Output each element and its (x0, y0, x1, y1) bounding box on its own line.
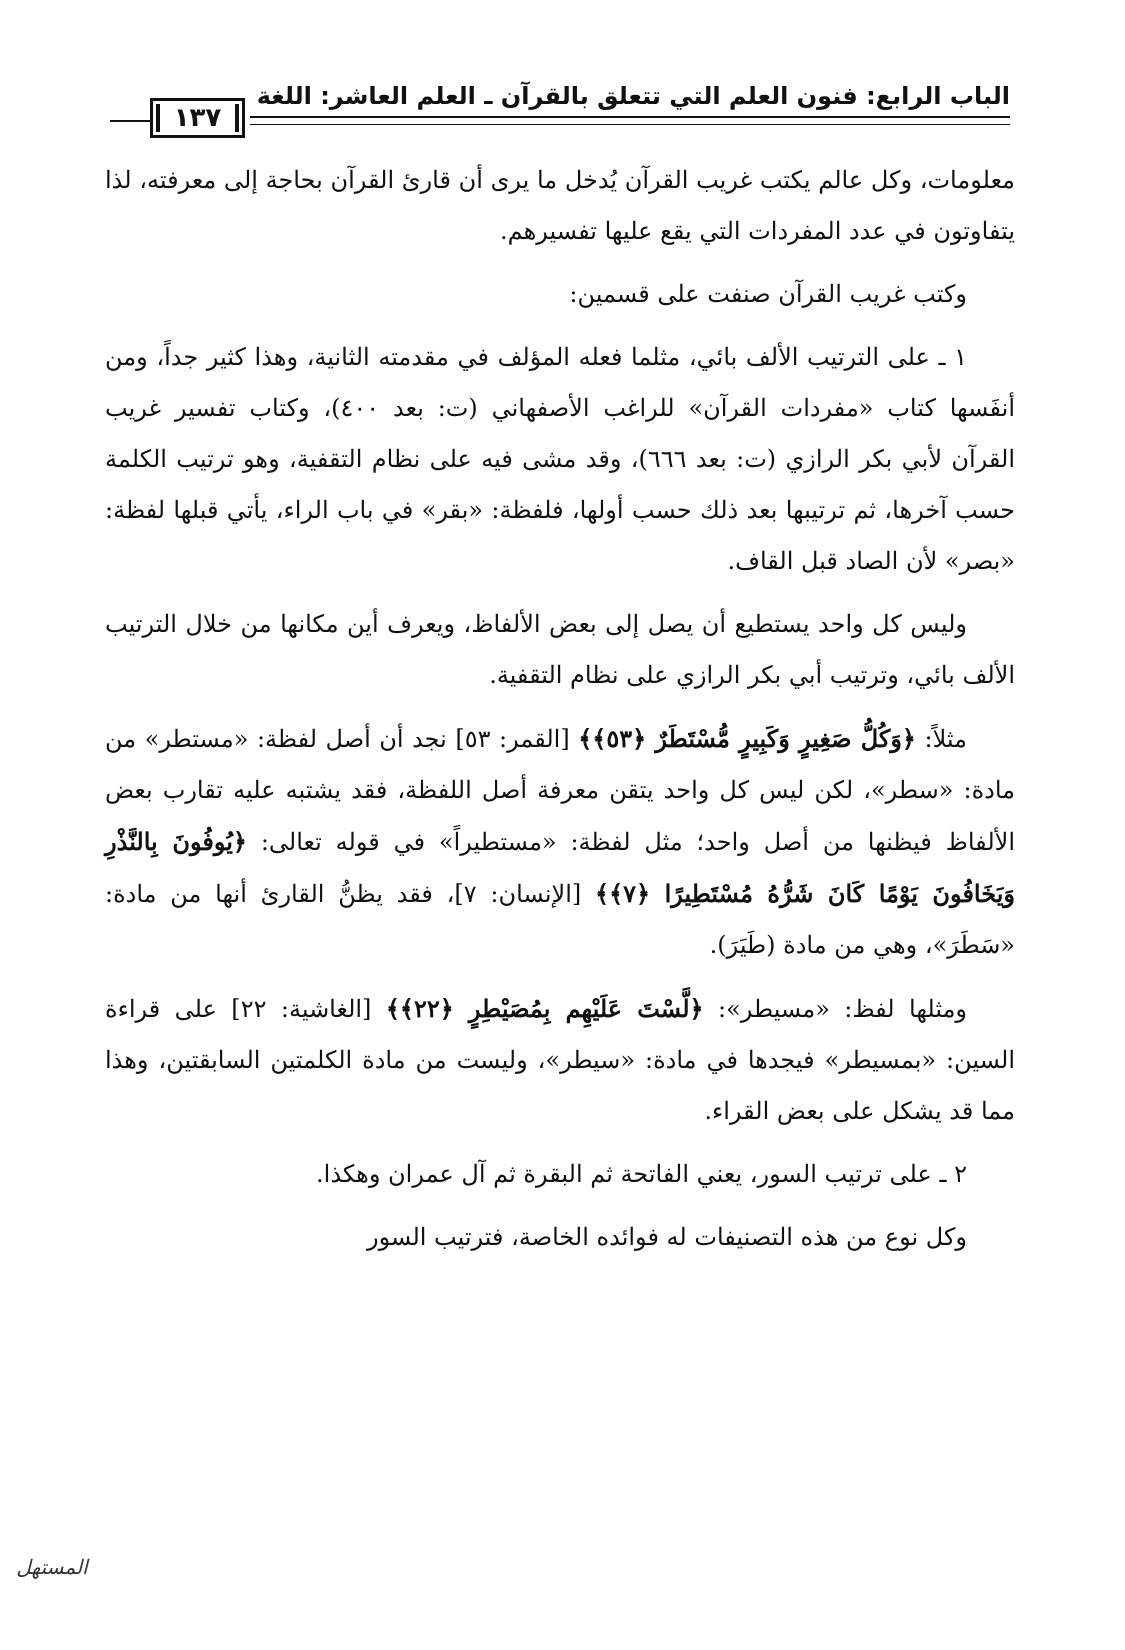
paragraph-5-part-a: مثلاً: (915, 725, 967, 753)
watermark-logo: المستهل (16, 1555, 88, 1579)
page-header (110, 68, 1010, 138)
quran-verse-ghashiya: ﴿لَّسْتَ عَلَيْهِم بِمُصَيْطِرٍ ﴿٢٢﴾﴾ (385, 994, 704, 1023)
paragraph-5-part-c: [الإنسان: ٧]، فقد يظنُّ القارئ أنها من مادة: «سَطَرَ»، وهي من مادة (طَيَرَ). (105, 880, 1015, 959)
paragraph-8: وكل نوع من هذه التصنيفات له فوائده الخاصة، فترتيب السور (367, 1223, 967, 1251)
page-number: ١٣٧ (150, 98, 245, 138)
paragraph-3: ١ ـ على الترتيب الألف بائي، مثلما فعله المؤلف في مقدمته الثانية، وهذا كثير جداً، ومن أنفَسها كتاب «مفردات القرآن» للراغب الأصفهاني (ت: بعد ٤٠٠)، وكتاب تفسير غريب القرآن لأبي بكر الرازي (ت: بعد ٦٦٦)، وقد مشى فيه على نظام التقفية، وهو ترتيب الكلمة حسب آخرها، ثم ترتيبها بعد ذلك حسب أولها، فلفظة: «بقر» في باب الراء، يأتي قبلها لفظة: «بصر» لأن الصاد قبل القاف. (105, 343, 1016, 575)
quran-verse-insan: ﴿يُوفُونَ بِالنَّذْرِ وَيَخَافُونَ يَوْمًا كَانَ شَرُّهُ مُسْتَطِيرًا ﴿٧﴾﴾ (105, 827, 1015, 908)
paragraph-6-part-a: ومثلها لفظ: «مسيطر»: (703, 995, 968, 1023)
paragraph-7: ٢ ـ على ترتيب السور، يعني الفاتحة ثم البقرة ثم آل عمران وهكذا. (316, 1160, 967, 1188)
paragraph-4: وليس كل واحد يستطيع أن يصل إلى بعض الألفاظ، ويعرف أين مكانها من خلال الترتيب الألف بائي، وترتيب أبي بكر الرازي على نظام التقفية. (105, 610, 1015, 689)
header-rule-bottom (250, 124, 1010, 125)
header-rule-left (110, 120, 150, 122)
paragraph-5-part-b: [القمر: ٥٣] نجد أن أصل لفظة: «مستطر» من مادة: «سطر»، لكن ليس كل واحد يتقن معرفة أصل اللفظة، فقد يشتبه عليه تقارب بعض الألفاظ فيظنها من أصل واحد؛ مثل لفظة: «مستطيراً» في قوله تعالى: (105, 725, 1015, 856)
paragraph-1: معلومات، وكل عالم يكتب غريب القرآن يُدخل ما يرى أن قارئ القرآن بحاجة إلى معرفته، لذا يتفاوتون في عدد المفردات التي يقع عليها تفسيرهم. (105, 166, 1015, 245)
paragraph-5 (105, 713, 1015, 971)
paragraph-6 (105, 983, 1015, 1137)
quran-verse-qamar: ﴿وَكُلُّ صَغِيرٍ وَكَبِيرٍ مُّسْتَطَرٌ ﴿٥٣﴾﴾ (578, 724, 916, 753)
paragraph-2: وكتب غريب القرآن صنفت على قسمين: (569, 280, 967, 308)
body-text (105, 155, 1015, 1275)
chapter-title: الباب الرابع: فنون العلم التي تتعلق بالقرآن ـ العلم العاشر: اللغة (256, 82, 1010, 110)
paragraph-6-part-b: [الغاشية: ٢٢] على قراءة السين: «بمسيطر» فيجدها في مادة: «سيطر»، وليست من مادة الكلمتين السابقتين، وهذا مما قد يشكل على بعض القراء. (105, 995, 1015, 1125)
header-rule-top (250, 116, 1010, 118)
